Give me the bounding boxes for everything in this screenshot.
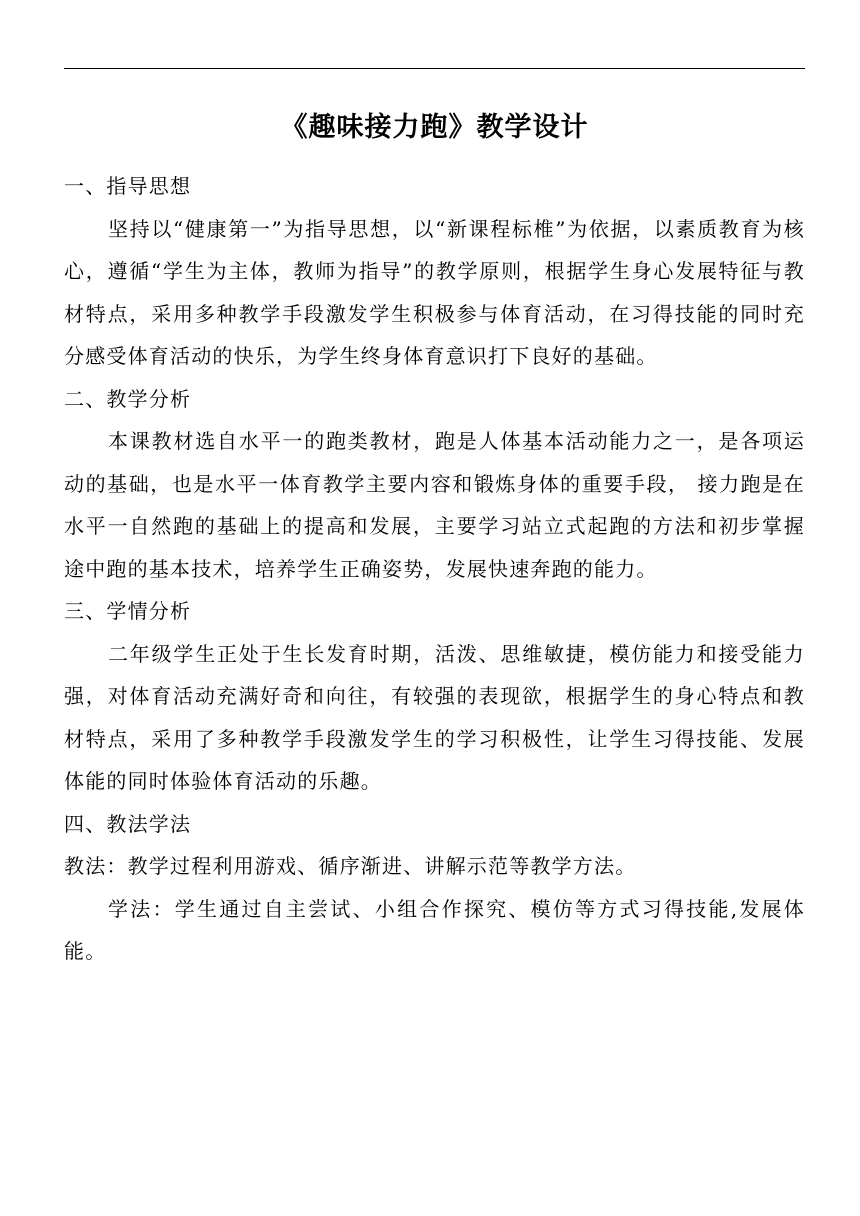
section-paragraph: 本课教材选自水平一的跑类教材，跑是人体基本活动能力之一，是各项运动的基础，也是水平一体育教学主要内容和锻炼身体的重要手段， 接力跑是在水平一自然跑的基础上的提高和发展，主要学习站立式起跑的方法和初步掌握途中跑的基本技术，培养学生正确姿势，发展快速奔跑的能力。 (64, 429, 805, 581)
section-methods (64, 803, 805, 973)
section-student-analysis (64, 590, 805, 803)
section-guiding-ideology (64, 165, 805, 378)
section-heading: 三、学情分析 (64, 599, 192, 623)
teaching-method-paragraph: 教法：教学过程利用游戏、循序渐进、讲解示范等教学方法。 (64, 854, 637, 878)
learning-method-paragraph: 学法：学生通过自主尝试、小组合作探究、模仿等方式习得技能,发展体能。 (64, 896, 805, 963)
document-title: 《趣味接力跑》教学设计 (280, 112, 589, 143)
section-teaching-analysis (64, 378, 805, 591)
section-heading: 一、指导思想 (64, 174, 192, 198)
section-heading: 四、教法学法 (64, 811, 192, 836)
section-paragraph: 二年级学生正处于生长发育时期，活泼、思维敏捷，模仿能力和接受能力强，对体育活动充满好奇和向往，有较强的表现欲，根据学生的身心特点和教材特点，采用了多种教学手段激发学生的学习积极性，让学生习得技能、发展体能的同时体验体育活动的乐趣。 (64, 641, 805, 793)
section-heading: 二、教学分析 (64, 386, 192, 411)
header-rule (64, 68, 805, 69)
section-paragraph: 坚持以“健康第一”为指导思想，以“新课程标椎”为依据，以素质教育为核心，遵循“学生为主体，教师为指导”的教学原则，根据学生身心发展特征与教材特点，采用多种教学手段激发学生积极参与体育活动，在习得技能的同时充分感受体育活动的快乐，为学生终身体育意识打下良好的基础。 (64, 216, 805, 368)
document-body (64, 165, 805, 973)
